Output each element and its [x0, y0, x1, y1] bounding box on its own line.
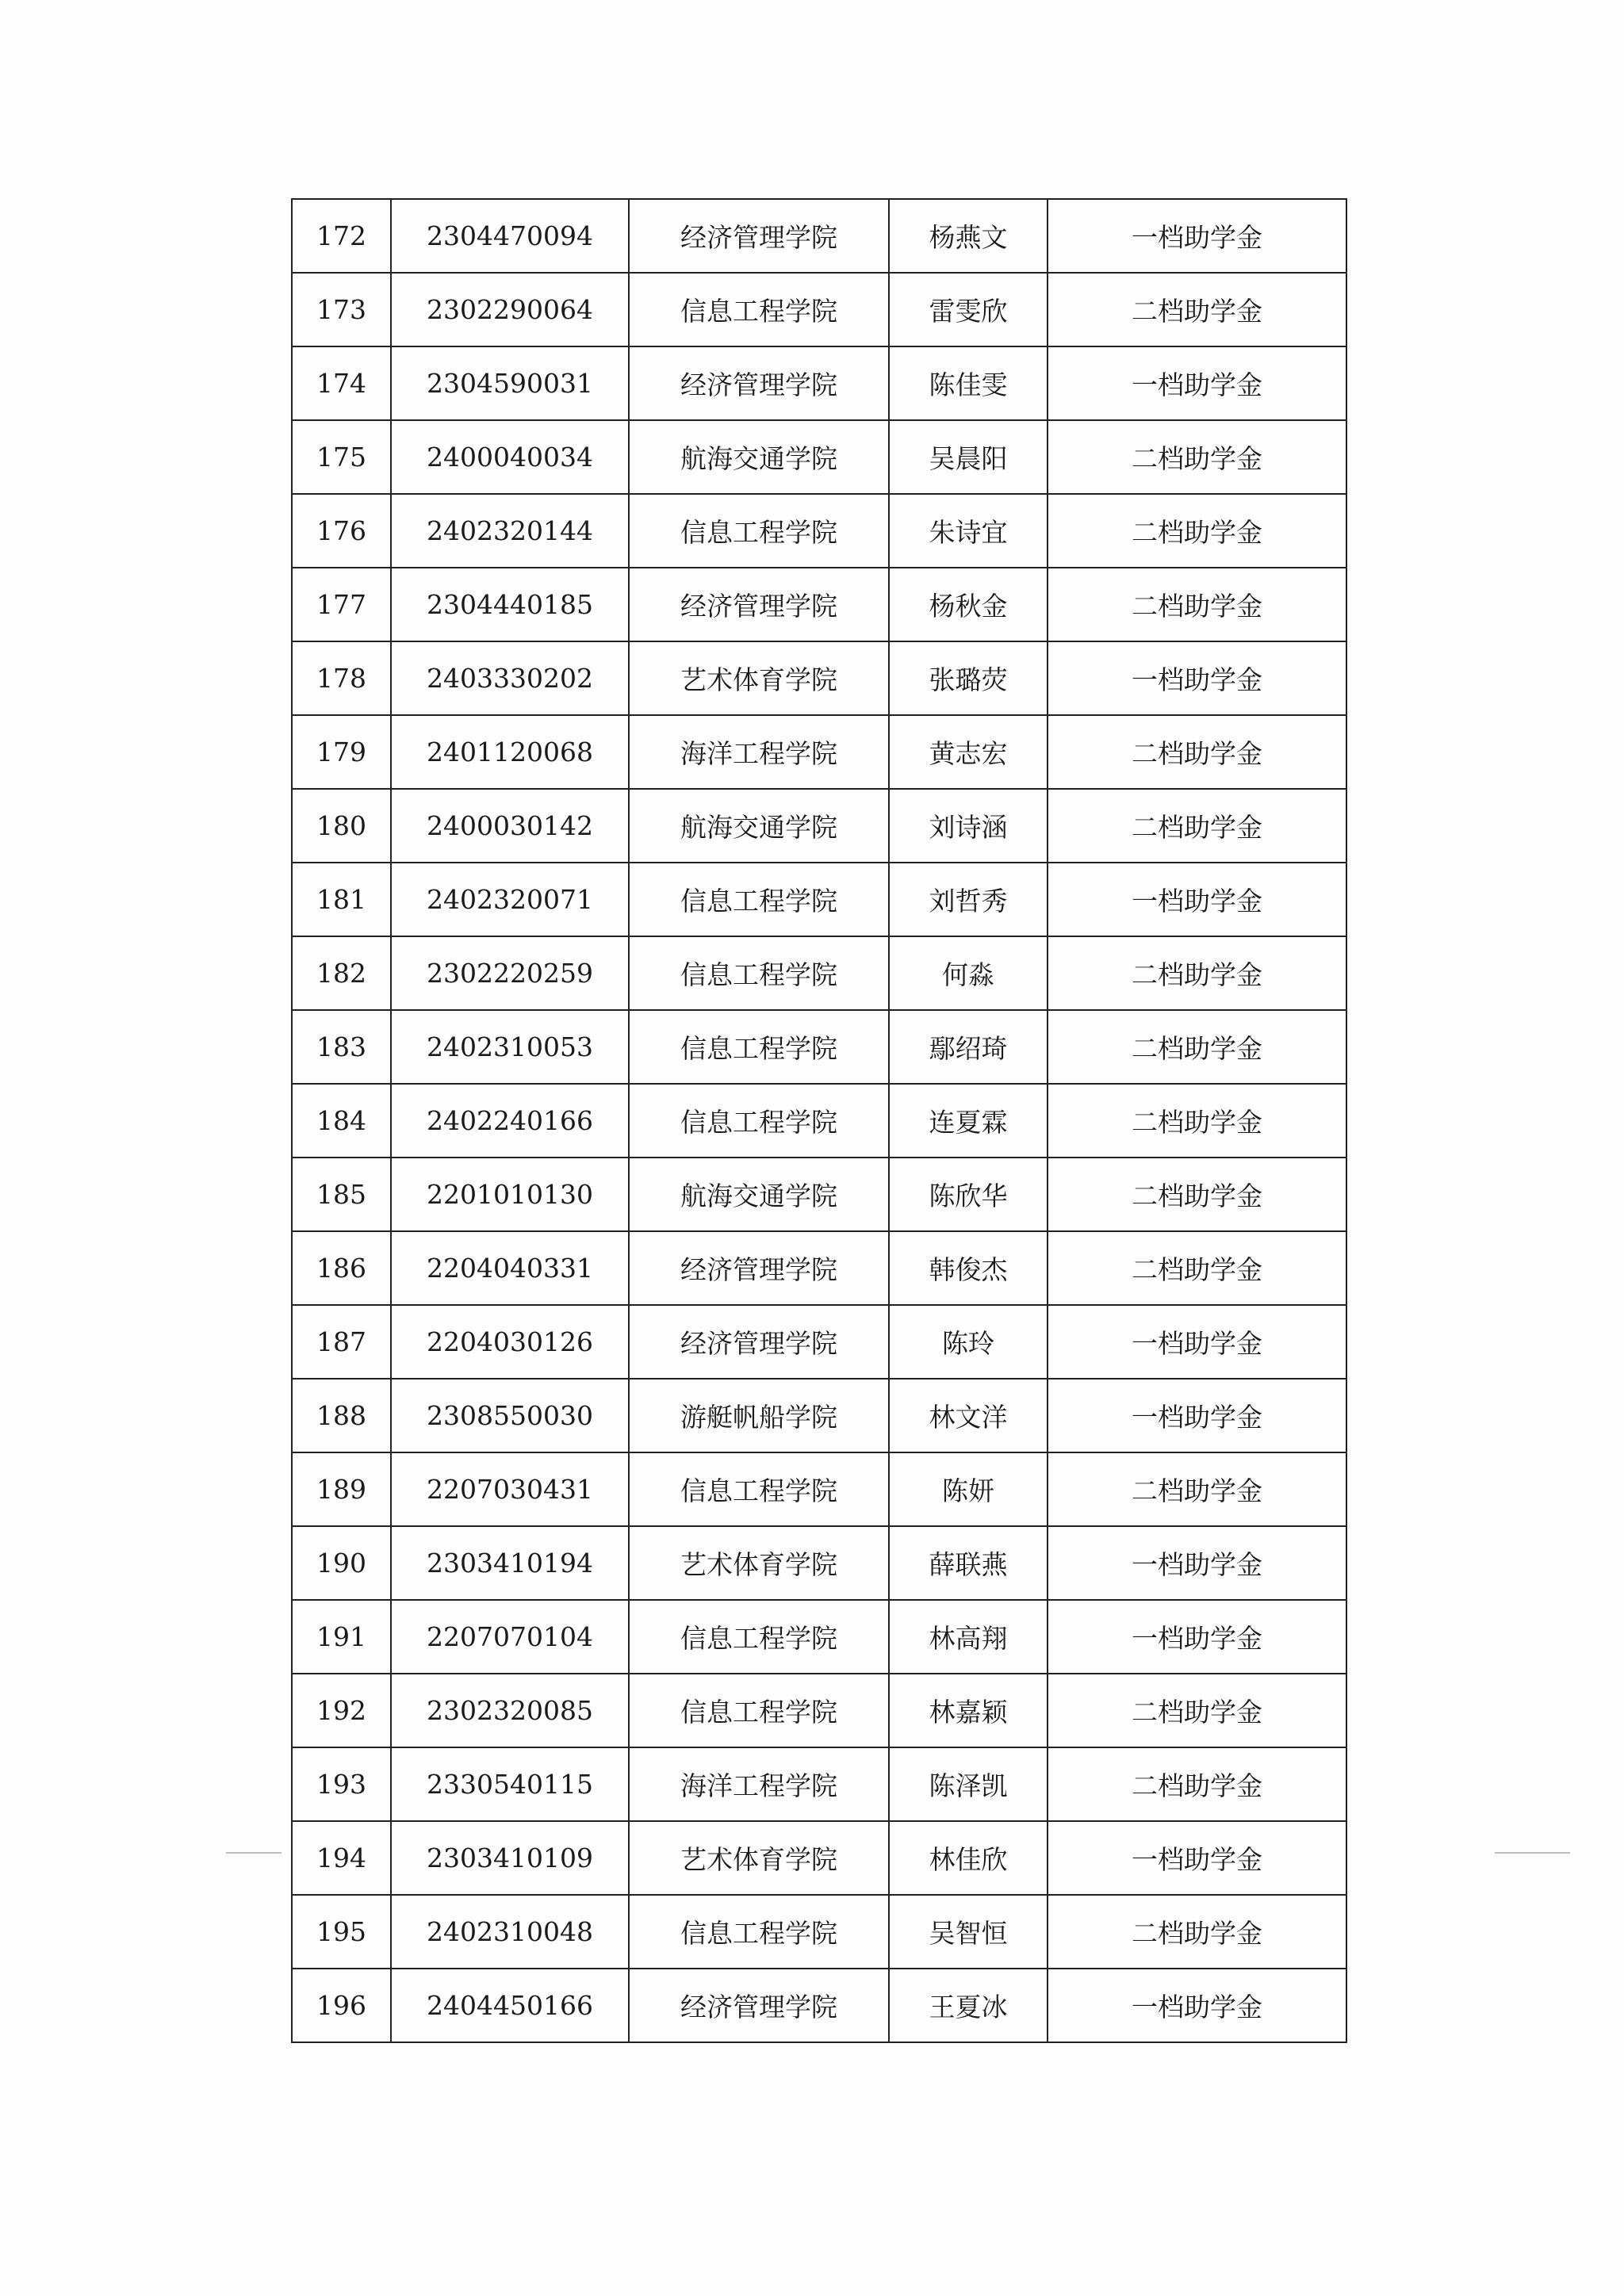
- row-number-cell: 173: [292, 273, 391, 346]
- grant-level-cell: 一档助学金: [1048, 199, 1346, 273]
- table-row: [292, 1452, 1346, 1526]
- student-id-cell: 2404450166: [391, 1969, 629, 2042]
- grant-level-cell: 一档助学金: [1048, 1600, 1346, 1674]
- student-id-cell: 2308550030: [391, 1379, 629, 1452]
- student-name-cell: 韩俊杰: [889, 1231, 1048, 1305]
- table-row: [292, 863, 1346, 936]
- grant-level-cell: 一档助学金: [1048, 863, 1346, 936]
- college-cell: 经济管理学院: [629, 1231, 889, 1305]
- row-number-cell: 193: [292, 1747, 391, 1821]
- college-cell: 信息工程学院: [629, 494, 889, 568]
- college-cell: 海洋工程学院: [629, 715, 889, 789]
- student-id-cell: 2402310048: [391, 1895, 629, 1969]
- student-name-cell: 林文洋: [889, 1379, 1048, 1452]
- row-number-cell: 183: [292, 1010, 391, 1084]
- table-row: [292, 1158, 1346, 1231]
- table-row: [292, 568, 1346, 641]
- table-body: [292, 199, 1346, 2042]
- student-id-cell: 2302290064: [391, 273, 629, 346]
- student-name-cell: 黄志宏: [889, 715, 1048, 789]
- table-row: [292, 420, 1346, 494]
- student-name-cell: 吴智恒: [889, 1895, 1048, 1969]
- table-row: [292, 199, 1346, 273]
- student-id-cell: 2207030431: [391, 1452, 629, 1526]
- row-number-cell: 179: [292, 715, 391, 789]
- row-number-cell: 176: [292, 494, 391, 568]
- row-number-cell: 182: [292, 936, 391, 1010]
- student-id-cell: 2402240166: [391, 1084, 629, 1158]
- student-id-cell: 2401120068: [391, 715, 629, 789]
- table-row: [292, 1379, 1346, 1452]
- student-id-cell: 2204030126: [391, 1305, 629, 1379]
- grant-level-cell: 二档助学金: [1048, 1010, 1346, 1084]
- table-row: [292, 1821, 1346, 1895]
- table-row: [292, 789, 1346, 863]
- row-number-cell: 172: [292, 199, 391, 273]
- grant-level-cell: 二档助学金: [1048, 568, 1346, 641]
- row-number-cell: 189: [292, 1452, 391, 1526]
- grant-level-cell: 一档助学金: [1048, 1526, 1346, 1600]
- row-number-cell: 194: [292, 1821, 391, 1895]
- student-name-cell: 林佳欣: [889, 1821, 1048, 1895]
- row-number-cell: 196: [292, 1969, 391, 2042]
- student-name-cell: 陈佳雯: [889, 346, 1048, 420]
- college-cell: 信息工程学院: [629, 863, 889, 936]
- college-cell: 游艇帆船学院: [629, 1379, 889, 1452]
- college-cell: 经济管理学院: [629, 199, 889, 273]
- student-id-cell: 2302320085: [391, 1674, 629, 1747]
- student-name-cell: 何淼: [889, 936, 1048, 1010]
- college-cell: 信息工程学院: [629, 1084, 889, 1158]
- grant-level-cell: 二档助学金: [1048, 715, 1346, 789]
- student-name-cell: 林高翔: [889, 1600, 1048, 1674]
- student-id-cell: 2302220259: [391, 936, 629, 1010]
- table-row: [292, 936, 1346, 1010]
- college-cell: 艺术体育学院: [629, 1821, 889, 1895]
- row-number-cell: 181: [292, 863, 391, 936]
- college-cell: 经济管理学院: [629, 1305, 889, 1379]
- grant-level-cell: 一档助学金: [1048, 1379, 1346, 1452]
- college-cell: 信息工程学院: [629, 1674, 889, 1747]
- grant-level-cell: 一档助学金: [1048, 346, 1346, 420]
- student-id-cell: 2201010130: [391, 1158, 629, 1231]
- grant-recipient-table: [291, 198, 1347, 2043]
- grant-level-cell: 二档助学金: [1048, 494, 1346, 568]
- college-cell: 海洋工程学院: [629, 1747, 889, 1821]
- scan-fold-mark-right: [1495, 1852, 1570, 1854]
- row-number-cell: 174: [292, 346, 391, 420]
- college-cell: 经济管理学院: [629, 568, 889, 641]
- student-id-cell: 2403330202: [391, 641, 629, 715]
- grant-level-cell: 二档助学金: [1048, 1231, 1346, 1305]
- college-cell: 信息工程学院: [629, 1600, 889, 1674]
- student-name-cell: 陈泽凯: [889, 1747, 1048, 1821]
- grant-level-cell: 二档助学金: [1048, 1747, 1346, 1821]
- student-name-cell: 王夏冰: [889, 1969, 1048, 2042]
- row-number-cell: 186: [292, 1231, 391, 1305]
- row-number-cell: 178: [292, 641, 391, 715]
- student-id-cell: 2330540115: [391, 1747, 629, 1821]
- college-cell: 信息工程学院: [629, 1895, 889, 1969]
- student-id-cell: 2304440185: [391, 568, 629, 641]
- table-row: [292, 1674, 1346, 1747]
- student-id-cell: 2207070104: [391, 1600, 629, 1674]
- table-row: [292, 1747, 1346, 1821]
- row-number-cell: 177: [292, 568, 391, 641]
- table-row: [292, 494, 1346, 568]
- college-cell: 信息工程学院: [629, 1452, 889, 1526]
- grant-level-cell: 二档助学金: [1048, 1674, 1346, 1747]
- table-row: [292, 346, 1346, 420]
- grant-level-cell: 一档助学金: [1048, 1969, 1346, 2042]
- student-id-cell: 2303410194: [391, 1526, 629, 1600]
- row-number-cell: 180: [292, 789, 391, 863]
- student-name-cell: 刘诗涵: [889, 789, 1048, 863]
- college-cell: 信息工程学院: [629, 936, 889, 1010]
- grant-level-cell: 二档助学金: [1048, 273, 1346, 346]
- student-name-cell: 刘哲秀: [889, 863, 1048, 936]
- college-cell: 艺术体育学院: [629, 1526, 889, 1600]
- college-cell: 经济管理学院: [629, 1969, 889, 2042]
- row-number-cell: 184: [292, 1084, 391, 1158]
- student-name-cell: 薛联燕: [889, 1526, 1048, 1600]
- row-number-cell: 195: [292, 1895, 391, 1969]
- student-id-cell: 2402310053: [391, 1010, 629, 1084]
- college-cell: 信息工程学院: [629, 1010, 889, 1084]
- college-cell: 艺术体育学院: [629, 641, 889, 715]
- grant-level-cell: 一档助学金: [1048, 641, 1346, 715]
- row-number-cell: 192: [292, 1674, 391, 1747]
- student-name-cell: 林嘉颖: [889, 1674, 1048, 1747]
- student-id-cell: 2400030142: [391, 789, 629, 863]
- grant-level-cell: 一档助学金: [1048, 1821, 1346, 1895]
- college-cell: 航海交通学院: [629, 1158, 889, 1231]
- grant-level-cell: 二档助学金: [1048, 1895, 1346, 1969]
- grant-level-cell: 二档助学金: [1048, 420, 1346, 494]
- table-row: [292, 1231, 1346, 1305]
- row-number-cell: 187: [292, 1305, 391, 1379]
- student-name-cell: 吴晨阳: [889, 420, 1048, 494]
- table-row: [292, 1969, 1346, 2042]
- grant-level-cell: 二档助学金: [1048, 1158, 1346, 1231]
- table-row: [292, 273, 1346, 346]
- table-row: [292, 1010, 1346, 1084]
- student-id-cell: 2402320144: [391, 494, 629, 568]
- student-name-cell: 陈玲: [889, 1305, 1048, 1379]
- student-name-cell: 陈妍: [889, 1452, 1048, 1526]
- student-name-cell: 雷雯欣: [889, 273, 1048, 346]
- student-id-cell: 2304590031: [391, 346, 629, 420]
- grant-level-cell: 一档助学金: [1048, 1305, 1346, 1379]
- student-id-cell: 2402320071: [391, 863, 629, 936]
- student-name-cell: 杨秋金: [889, 568, 1048, 641]
- grant-level-cell: 二档助学金: [1048, 1452, 1346, 1526]
- row-number-cell: 188: [292, 1379, 391, 1452]
- row-number-cell: 190: [292, 1526, 391, 1600]
- table-row: [292, 1895, 1346, 1969]
- grant-level-cell: 二档助学金: [1048, 1084, 1346, 1158]
- student-name-cell: 杨燕文: [889, 199, 1048, 273]
- student-id-cell: 2304470094: [391, 199, 629, 273]
- table-row: [292, 1305, 1346, 1379]
- college-cell: 信息工程学院: [629, 273, 889, 346]
- grant-level-cell: 二档助学金: [1048, 936, 1346, 1010]
- row-number-cell: 185: [292, 1158, 391, 1231]
- student-id-cell: 2204040331: [391, 1231, 629, 1305]
- student-name-cell: 张璐荧: [889, 641, 1048, 715]
- college-cell: 经济管理学院: [629, 346, 889, 420]
- student-name-cell: 连夏霖: [889, 1084, 1048, 1158]
- row-number-cell: 191: [292, 1600, 391, 1674]
- college-cell: 航海交通学院: [629, 789, 889, 863]
- student-name-cell: 陈欣华: [889, 1158, 1048, 1231]
- row-number-cell: 175: [292, 420, 391, 494]
- table-row: [292, 1526, 1346, 1600]
- table-row: [292, 715, 1346, 789]
- grant-level-cell: 二档助学金: [1048, 789, 1346, 863]
- student-name-cell: 鄢绍琦: [889, 1010, 1048, 1084]
- table-row: [292, 641, 1346, 715]
- student-id-cell: 2303410109: [391, 1821, 629, 1895]
- table-row: [292, 1084, 1346, 1158]
- student-id-cell: 2400040034: [391, 420, 629, 494]
- student-name-cell: 朱诗宜: [889, 494, 1048, 568]
- table-row: [292, 1600, 1346, 1674]
- college-cell: 航海交通学院: [629, 420, 889, 494]
- scan-fold-mark-left: [226, 1852, 282, 1854]
